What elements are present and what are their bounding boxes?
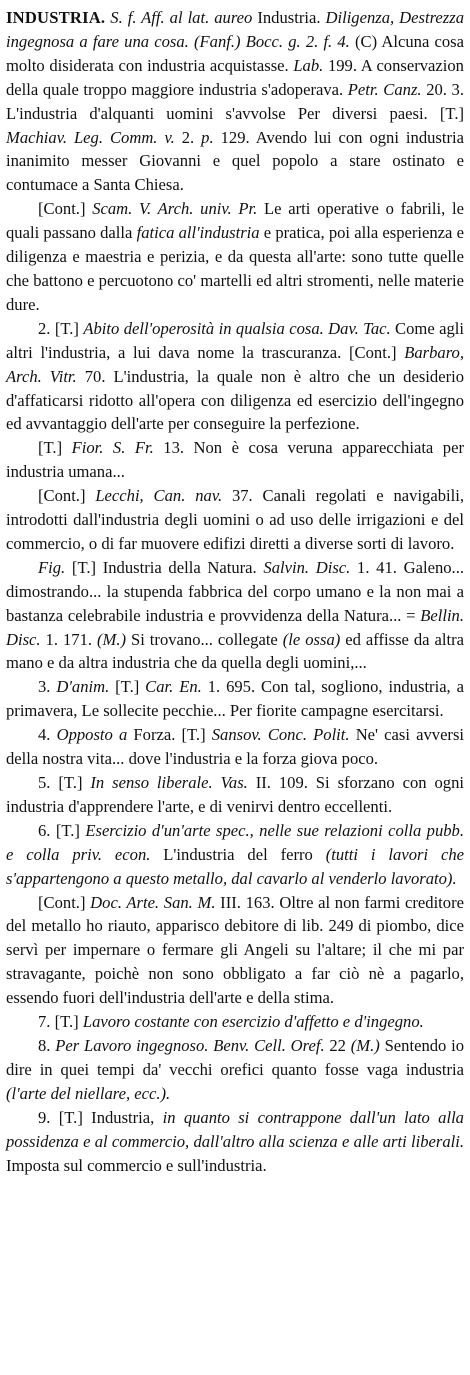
- italic-text: (M.): [350, 1035, 380, 1055]
- italic-text: Machiav. Leg. Comm. v.: [6, 127, 175, 147]
- italic-text: Lavoro costante con esercizio d'affetto e d'ingegno.: [82, 1012, 424, 1032]
- body-text: 2.: [174, 127, 202, 147]
- body-text: 4.: [38, 725, 57, 745]
- body-text: Forza. [T.]: [127, 725, 212, 745]
- entry-paragraph: [6, 197, 464, 317]
- body-text: 1. 41. Galeno... dimostrando... la stupenda fabbrica del corpo umano e la non mai a bastanza celebrabile industria e provvidenza della Natura... =: [6, 557, 465, 625]
- body-text: 37. Canali regolati e navigabili, introdotti dall'industria degli uomini o ad uso delle irrigazioni e del commercio, o di far muovere edifizi diretti a diverse sorti di lavoro.: [6, 486, 464, 553]
- italic-text: Scam. V. Arch. univ. Pr.: [92, 199, 258, 219]
- body-text: [T.]: [38, 438, 72, 458]
- body-text: [T.] Industria della Natura.: [65, 557, 264, 577]
- body-text: 5. [T.]: [38, 773, 91, 792]
- body-text: [Cont.]: [38, 199, 93, 219]
- italic-text: Fig.: [38, 557, 66, 577]
- entry-paragraph: [6, 6, 464, 197]
- entry-paragraph: [6, 1034, 464, 1106]
- entry-paragraph: [6, 484, 464, 556]
- entry-paragraph: [6, 819, 464, 891]
- body-text: Ne' casi avversi della nostra vita... dove l'industria e la forza giova poco.: [6, 725, 465, 769]
- body-text: L'industria del ferro: [150, 844, 326, 864]
- body-text: [T.]: [109, 677, 146, 697]
- body-text: II. 109. Si sforzano con ogni industria d'apprendere l'arte, e di venirvi dentro eccellenti.: [6, 773, 464, 816]
- italic-text: D'anim.: [56, 677, 110, 697]
- italic-text: In senso liberale. Vas.: [90, 773, 248, 792]
- body-text: 70. L'industria, la quale non è altro che un desiderio d'affaticarsi ridotto all'opera con diligenza ed esercizio dell'ingegno ed avvantaggio dell'arte per conseguire la perfezione.: [6, 366, 465, 434]
- body-text: e pratica, poi alla esperienza e diligenza e maestria e perizia, e da questa all'arte: sono tutte quelle che battono e percuotono co' martelli ed altri stromenti, nelle materie dure.: [6, 223, 464, 314]
- entry-paragraph: [6, 317, 464, 437]
- body-text: 8.: [38, 1035, 56, 1055]
- body-text: 2. [T.]: [38, 318, 84, 338]
- italic-text: S. f. Aff. al lat. aureo: [105, 8, 253, 27]
- body-text: (C) Alcuna cosa molto disiderata con industria acquistasse.: [6, 31, 464, 75]
- body-text: 1. 171.: [40, 629, 97, 649]
- italic-text: Barbaro, Arch. Vitr.: [6, 342, 464, 386]
- body-text: 7. [T.]: [38, 1012, 83, 1032]
- entry-paragraph: [6, 556, 464, 676]
- body-text: Imposta sul commercio e sull'industria.: [6, 1155, 267, 1175]
- entry-paragraph: [6, 675, 464, 723]
- italic-text: Sansov. Conc. Polit.: [211, 725, 350, 745]
- body-text: Si trovano... collegate: [126, 629, 283, 649]
- headword: INDUSTRIA.: [6, 8, 106, 27]
- italic-text: Opposto a: [56, 725, 128, 745]
- italic-text: Bellin. Disc.: [6, 605, 464, 649]
- entry-paragraph: [6, 771, 464, 819]
- italic-text: in quanto si contrappone dall'un lato alla possidenza e al commercio, dall'altro alla scienza e alle arti liberali.: [6, 1107, 464, 1151]
- body-text: ed affisse da altra mano e da altra industria che da quella degli uomini,...: [6, 629, 465, 673]
- italic-text: fatica all'industria: [136, 223, 260, 243]
- body-text: Come agli altri l'industria, a lui dava nome la trascuranza. [Cont.]: [6, 318, 464, 362]
- body-text: [Cont.]: [38, 486, 96, 506]
- italic-text: (l'arte del niellare, ecc.).: [6, 1083, 171, 1103]
- entry-paragraph: [6, 891, 464, 1011]
- italic-text: Fior. S. Fr.: [71, 438, 154, 458]
- body-text: 13. Non è cosa veruna apparecchiata per industria umana...: [6, 438, 464, 482]
- entry-paragraph: [6, 1010, 464, 1034]
- body-text: 22: [324, 1035, 351, 1055]
- italic-text: Esercizio d'un'arte spec., nelle sue relazioni colla pubb. e colla priv. econ.: [6, 820, 464, 864]
- body-text: 20. 3. L'industria d'alquanti uomini s'avvolse Per diversi paesi. [T.]: [6, 79, 465, 123]
- italic-text: Abito dell'operosità in qualsia cosa. Dav. Tac.: [83, 318, 391, 338]
- italic-text: Lecchi, Can. nav.: [95, 486, 223, 506]
- body-text: [Cont.]: [38, 892, 91, 912]
- body-text: III. 163. Oltre al non farmi creditore del metallo ho riauto, apparisco debitore di lib. 249 di piombo, dice servì per impernare o fermare gli Angeli su l'altare; il che mi par stravagante, poichè non sono obbligato a far ciò nè a pagarlo, essendo fuori dell'industria dell'arte e della stima.: [6, 892, 464, 1008]
- italic-text: Petr. Canz.: [347, 79, 422, 99]
- entry-paragraph: [6, 436, 464, 484]
- italic-text: Car. En.: [145, 677, 202, 697]
- body-text: 1. 695. Con tal, sogliono, industria, a primavera, Le sollecite pecchie... Per fiorite campagne esercitarsi.: [6, 677, 464, 721]
- italic-text: (M.): [96, 629, 127, 649]
- body-text: Le arti operative o fabrili, le quali passano dalla: [6, 199, 465, 243]
- italic-text: Lab.: [293, 55, 324, 75]
- body-text: 3.: [38, 677, 57, 697]
- entry-paragraph: [6, 1106, 464, 1178]
- italic-text: Diligenza, Destrezza ingegnosa a fare una cosa. (Fanf.) Bocc. g. 2. f. 4.: [6, 8, 464, 51]
- italic-text: Salvin. Disc.: [263, 557, 351, 577]
- body-text: Sentendo io dire in quei tempi da' vecchi orefici quanto fosse vaga industria: [6, 1035, 465, 1079]
- entry-paragraph: [6, 723, 464, 771]
- body-text: Industria.: [252, 8, 326, 27]
- italic-text: Per Lavoro ingegnoso. Benv. Cell. Oref.: [55, 1035, 325, 1055]
- body-text: 129. Avendo lui con ogni industria inanimito messer Giovanni e quel popolo a stare ostinato e contumace a Santa Chiesa.: [6, 127, 464, 195]
- italic-text: (le ossa): [282, 629, 341, 649]
- italic-text: Doc. Arte. San. M.: [90, 892, 216, 912]
- body-text: 6. [T.]: [38, 820, 86, 840]
- body-text: 9. [T.] Industria,: [38, 1107, 163, 1127]
- italic-text: (tutti i lavori che s'appartengono a questo metallo, dal cavarlo al venderlo lavorato).: [6, 844, 464, 888]
- italic-text: p.: [201, 127, 214, 147]
- body-text: 199. A conservazion della quale troppo maggiore industria s'adoperava.: [6, 55, 464, 99]
- dictionary-entry-industria: [6, 6, 464, 1177]
